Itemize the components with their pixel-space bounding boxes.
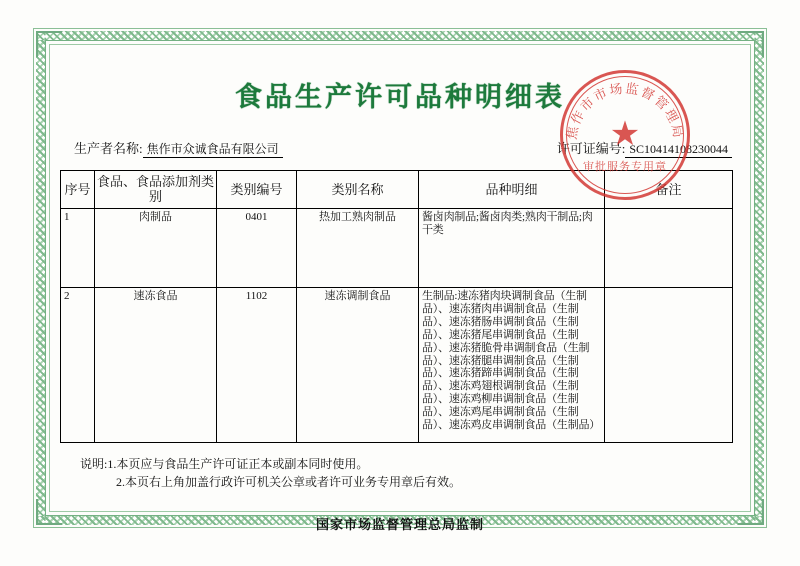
cell-detail: 生制品:速冻猪肉块调制食品（生制品）、速冻猪肉串调制食品（生制品）、速冻猪肠串调制食品（生制品）、速冻猪尾串调制食品（生制品）、速冻猪脆骨串调制食品（生制品）、速冻猪腿串调制食品（生制品）、速冻猪蹄串调制食品（生制品）、速冻鸡翅根调制食品（生制品）、速冻鸡柳串调制食品（生制品）、速冻鸡尾串调制食品（生制品）、速冻鸡皮串调制食品（生制品）: [419, 287, 605, 442]
cell-no: 2: [61, 287, 95, 442]
license-label: 许可证编号:: [556, 141, 626, 156]
header-code: 类别编号: [217, 171, 297, 209]
seal-bottom-text: 审批服务专用章: [583, 161, 667, 173]
notes-item-1: 1.本页应与食品生产许可证正本或副本同时使用。: [107, 456, 369, 471]
seal-star-icon: ★: [609, 116, 641, 153]
license-value: SC10414108230044: [625, 142, 732, 158]
cell-name: 速冻调制食品: [297, 287, 419, 442]
header-name: 类别名称: [297, 171, 419, 209]
page-title: 食品生产许可品种明细表: [235, 82, 565, 112]
notes-line-2: [80, 473, 740, 492]
cell-no: 1: [61, 208, 95, 287]
product-detail-table: [60, 170, 733, 443]
table-row: [61, 287, 733, 442]
notes-item-2: 2.本页右上角加盖行政许可机关公章或者许可业务专用章后有效。: [116, 475, 462, 490]
footer-issuer: 国家市场监督管理总局监制: [315, 516, 484, 532]
table-row: [61, 208, 733, 287]
cell-remark: [605, 287, 733, 442]
notes-label: 说明:: [80, 456, 108, 471]
notes-line-1: [80, 455, 740, 474]
header-remark: 备注: [605, 171, 733, 209]
table-header-row: [61, 171, 733, 209]
border-corner-bottom-left: [36, 499, 62, 525]
license-field: [557, 138, 732, 157]
producer-field: [74, 138, 283, 157]
cell-name: 热加工熟肉制品: [297, 208, 419, 287]
meta-row: [60, 138, 740, 160]
border-corner-top-left: [36, 31, 62, 57]
cell-category: 速冻食品: [95, 287, 217, 442]
header-detail: 品种明细: [419, 171, 605, 209]
producer-value: 焦作市众诚食品有限公司: [143, 142, 283, 158]
header-no: 序号: [61, 171, 95, 209]
border-corner-top-right: [738, 31, 764, 57]
producer-label: 生产者名称:: [74, 141, 143, 156]
cell-detail: 酱卤肉制品;酱卤肉类;熟肉干制品;肉干类: [419, 208, 605, 287]
cell-remark: [605, 208, 733, 287]
notes-block: [60, 455, 740, 492]
cell-code: 1102: [217, 287, 297, 442]
svg-text:焦作市市场监督管理局: 焦作市市场监督管理局: [563, 80, 687, 141]
document-content: [60, 55, 740, 532]
cell-code: 0401: [217, 208, 297, 287]
border-corner-bottom-right: [738, 499, 764, 525]
header-category: 食品、食品添加剂类别: [95, 171, 217, 209]
cell-category: 肉制品: [95, 208, 217, 287]
